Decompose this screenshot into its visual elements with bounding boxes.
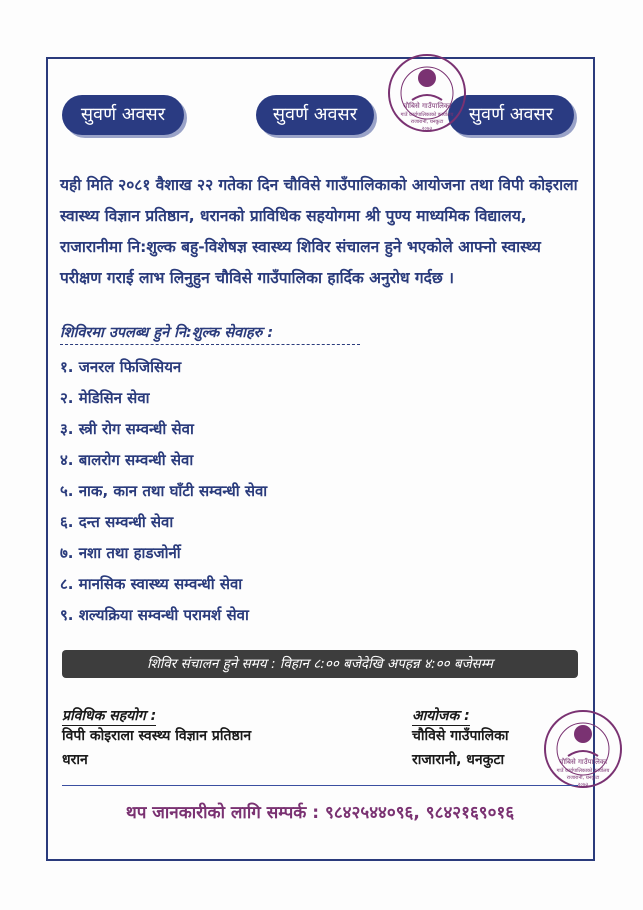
intro-paragraph: यही मिति २०८१ वैशाख २२ गतेका दिन चौविसे गाउँपालिकाको आयोजना तथा विपी कोइराला स्वास्थ्य विज्ञान प्रतिष्ठान, धरानको प्राविधिक सहयोगमा श्री पुण्य माध्यमिक विद्यालय, राजारानीमा नि:शुल्क बहु-विशेषज्ञ स्वास्थ्य शिविर संचालन हुने भएकोले आफ्नो स्वास्थ्य परीक्षण गराई लाभ लिनुहुन चौविसे गाउँपालिका हार्दिक अनुरोध गर्दछ । — [60, 176, 578, 287]
camp-timing-bar: शिविर संचालन हुने समय : विहान ८:०० बजेदेखि अपहन्न ४:०० बजेसम्म — [62, 650, 578, 678]
organizer-location: राजारानी, धनकुटा — [412, 752, 505, 768]
service-item: ९. शल्यक्रिया सम्वन्धी परामर्श सेवा — [60, 606, 249, 624]
stamp-year: २०७३ — [421, 126, 433, 132]
golden-opportunity-badge: सुवर्ण अवसर — [62, 95, 184, 135]
service-item: ७. नशा तथा हाडजोर्नी — [60, 544, 181, 562]
service-item: १. जनरल फिजिसियन — [60, 358, 182, 376]
services-list — [60, 352, 267, 631]
service-item: ४. बालरोग सम्वन्धी सेवा — [60, 451, 194, 469]
municipality-stamp — [542, 708, 624, 790]
contact-info: थप जानकारीको लागि सम्पर्क : ९८४२५४४०९६, ९८४२१६९०१६ — [125, 803, 515, 823]
service-item: ३. स्त्री रोग सम्वन्धी सेवा — [60, 420, 194, 438]
organizer-name: चौविसे गाउँपालिका — [412, 728, 509, 744]
organizer-label: आयोजक : — [412, 708, 470, 724]
service-item: ५. नाक, कान तथा घाँटी सम्वन्धी सेवा — [60, 482, 268, 500]
service-item: ६. दन्त सम्वन्धी सेवा — [60, 513, 174, 531]
stamp-year: २०७३ — [577, 782, 589, 788]
footer-divider — [62, 785, 578, 786]
stamp-line-3: राजारानी, धनकुटा — [410, 119, 444, 125]
service-item: २. मेडिसिन सेवा — [60, 389, 150, 407]
stamp-line-2: गाउँ कार्यपालिकाको कार्यालय — [400, 112, 454, 118]
technical-support-name: विपी कोइराला स्वस्थ्य विज्ञान प्रतिष्ठान — [62, 728, 252, 744]
service-item: ८. मानसिक स्वास्थ्य सम्वन्धी सेवा — [60, 575, 243, 593]
stamp-line-1: चौबिसे गाउँपालिका — [402, 102, 452, 110]
stamp-line-2: गाउँ कार्यपालिकाको कार्यालय — [556, 768, 610, 774]
municipality-stamp — [386, 52, 468, 134]
technical-support-label: प्रविधिक सहयोग : — [62, 708, 157, 724]
stamp-line-3: राजारानी, धनकुटा — [566, 775, 600, 781]
golden-opportunity-badge: सुवर्ण अवसर — [448, 95, 574, 135]
technical-support-location: धरान — [62, 752, 88, 768]
stamp-line-1: चौबिसे गाउँपालिका — [558, 758, 608, 766]
services-heading: शिविरमा उपलब्ध हुने नि:शुल्क सेवाहरु : — [60, 322, 360, 345]
golden-opportunity-badge: सुवर्ण अवसर — [256, 95, 374, 135]
